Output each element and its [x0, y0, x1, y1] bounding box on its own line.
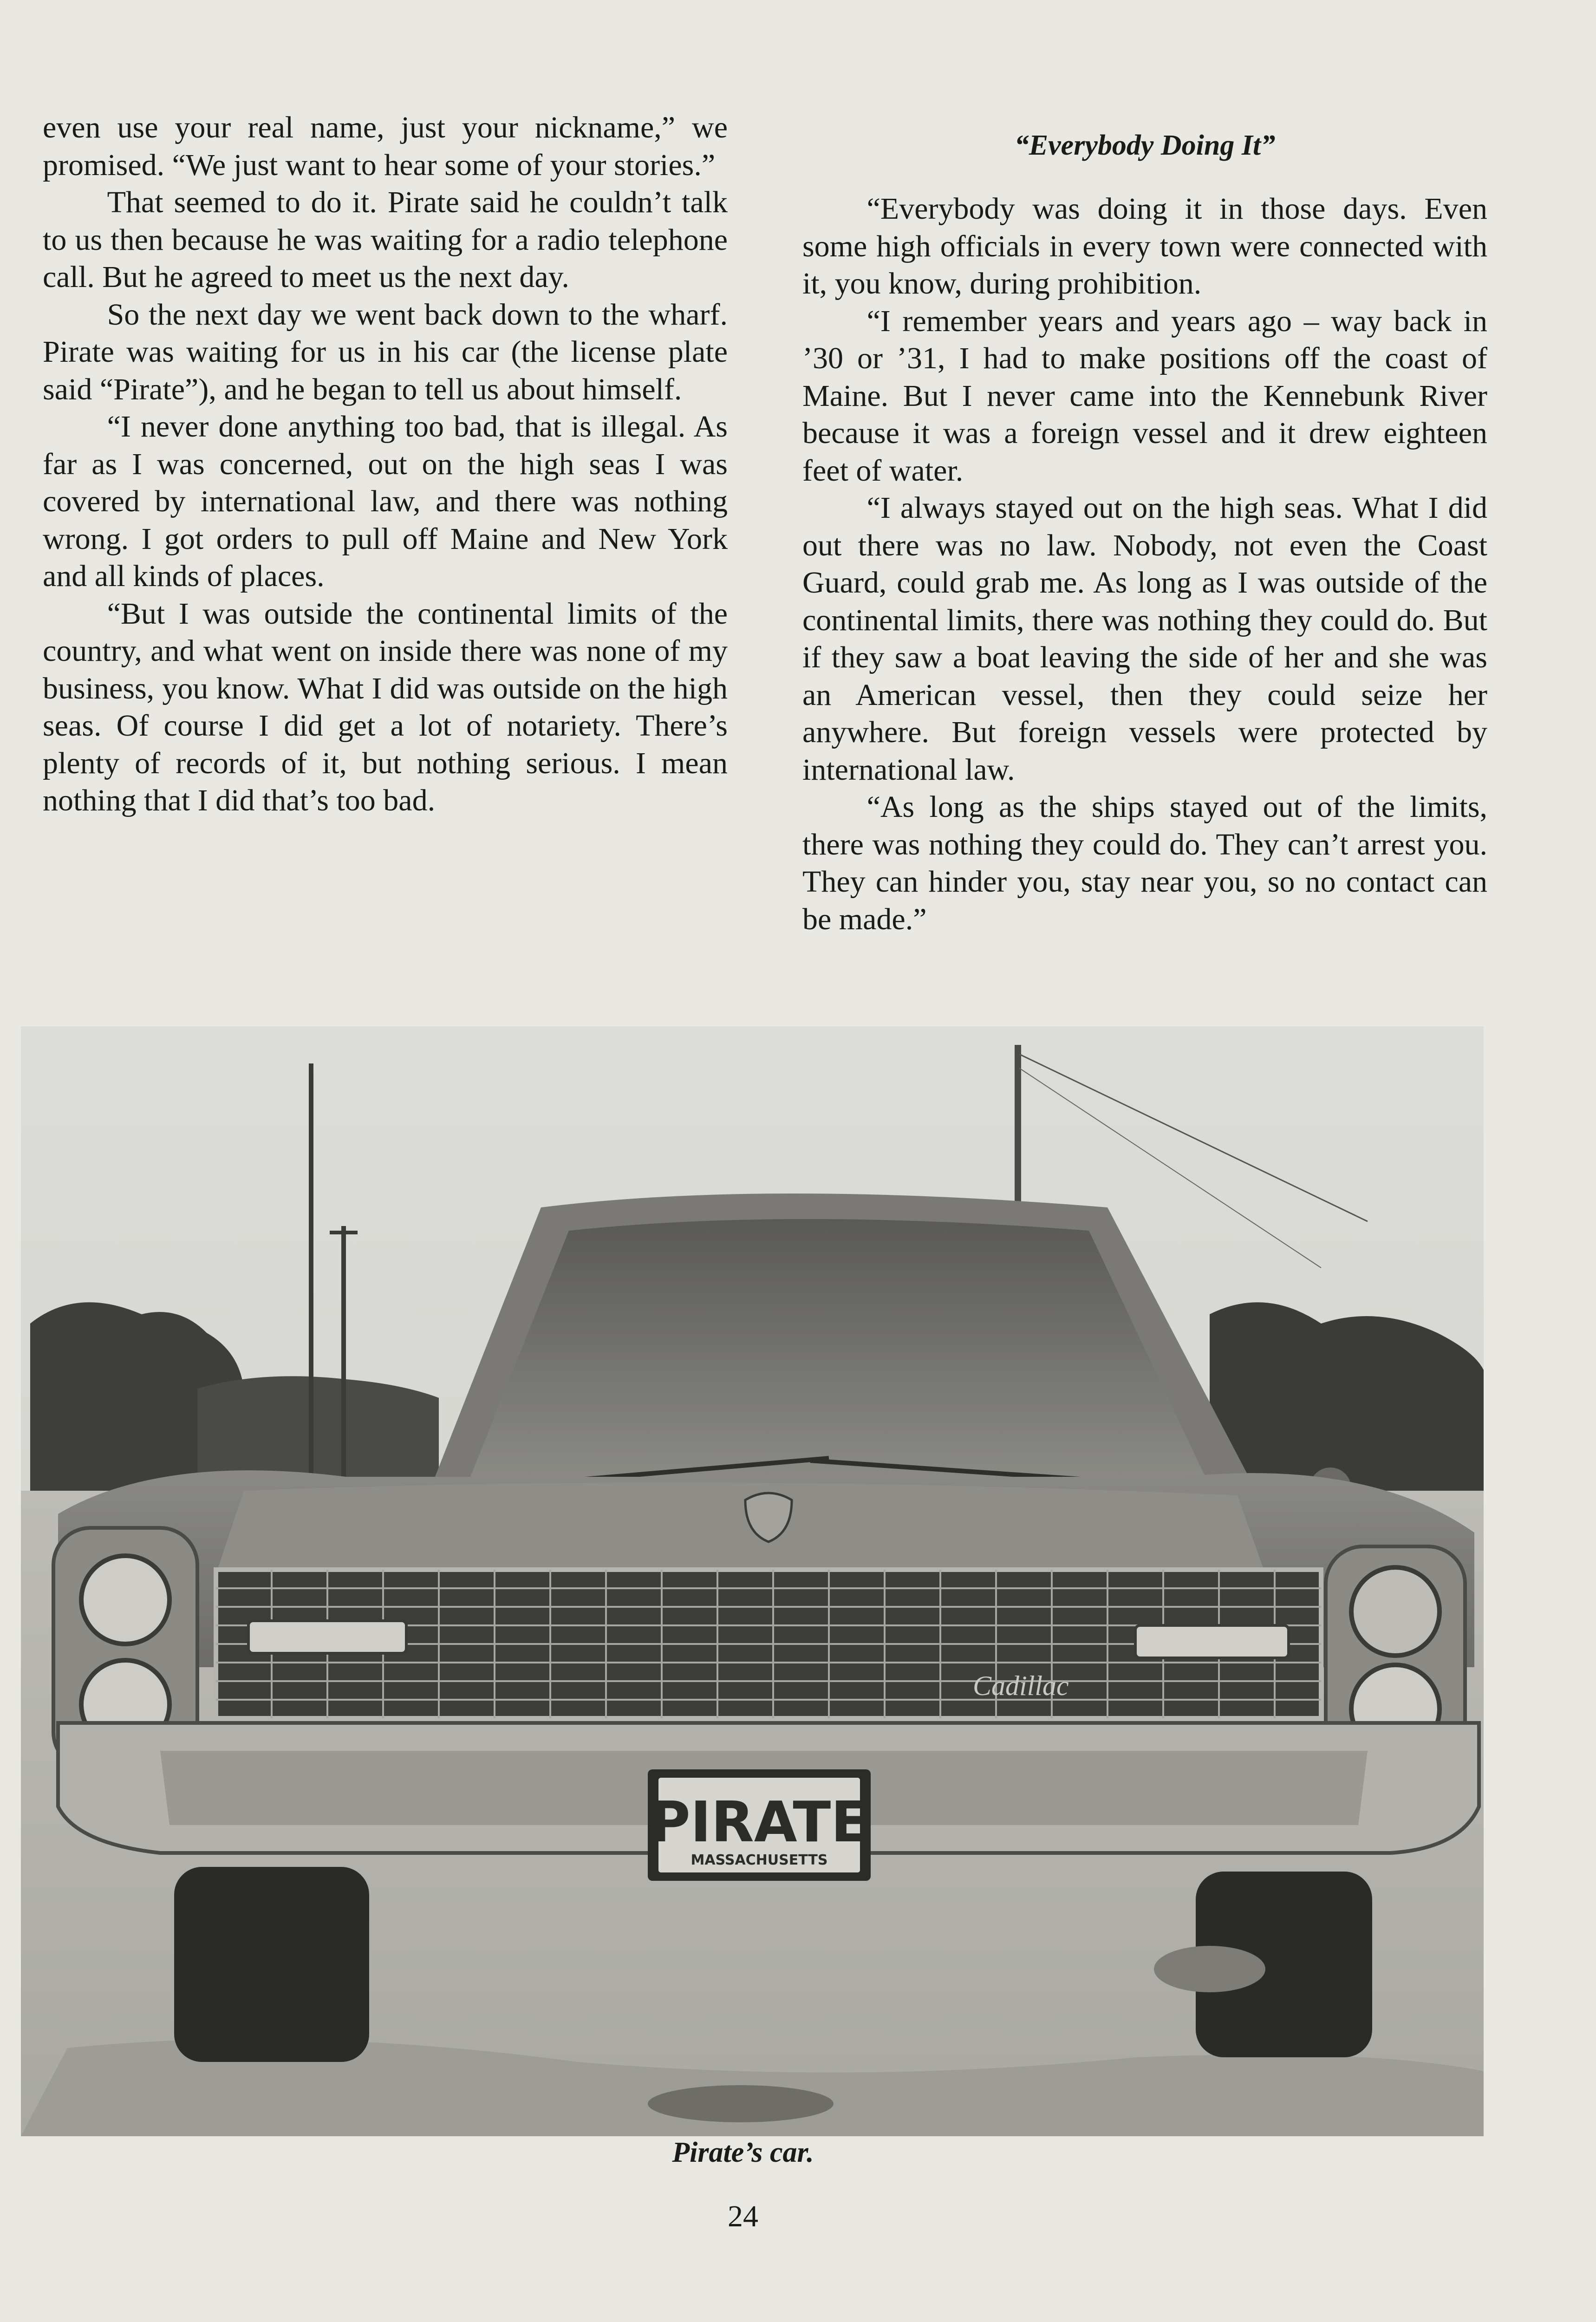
license-plate-state: MASSACHUSETTS [691, 1852, 828, 1868]
paragraph: That seemed to do it. Pirate said he couldn’t talk to us then because he was waiting for a radio telephone call. But he agreed to meet us the next day. [43, 185, 728, 294]
paragraph: “Everybody was doing it in those days. Even some high officials in every town were connected with it, you know, during prohibition. [802, 192, 1487, 300]
grille-script-emblem: Cadillac [973, 1670, 1069, 1701]
photo-caption: Pirate’s car. [672, 2137, 814, 2168]
paragraph: “As long as the ships stayed out of the limits, there was nothing they could do. They can’t arrest you. They can hinder you, stay near you, so no contact can be made.” [802, 790, 1487, 936]
paragraph: “I never done anything too bad, that is illegal. As far as I was concerned, out on the high seas I was covered by international law, and there was nothing wrong. I got orders to pull off Maine and New York and all kinds of places. [43, 410, 728, 593]
left-column [43, 109, 728, 820]
right-column [802, 190, 1487, 938]
paragraph: even use your real name, just your nickname,” we promised. “We just want to hear some of your stories.” [43, 111, 728, 182]
paragraph: “I remember years and years ago – way back in ’30 or ’31, I had to make positions off the coast of Maine. But I never came into the Kennebunk River because it was a foreign vessel and it drew eighteen feet of water. [802, 304, 1487, 488]
paragraph: “I always stayed out on the high seas. What I did out there was no law. Nobody, not even the Coast Guard, could grab me. As long as I was outside of the continental limits, there was nothing they could do. But if they saw a boat leaving the side of her and she was an American vessel, then they could seize her anywhere. But foreign vessels were protected by international law. [802, 491, 1487, 787]
paragraph: “But I was outside the continental limits of the country, and what went on inside there was none of my business, you know. What I did was outside on the high seas. Of course I did get a lot of notariety. There’s plenty of records of it, but nothing serious. I mean nothing that I did that’s too bad. [43, 596, 728, 817]
paragraph: So the next day we went back down to the wharf. Pirate was waiting for us in his car (the license plate said “Pirate”), and he began to tell us about himself. [43, 297, 728, 406]
car-photo [21, 1026, 1484, 2136]
page-number: 24 [728, 2199, 758, 2233]
license-plate-text: PIRATE [649, 1790, 869, 1855]
section-subheading: “Everybody Doing It” [1014, 130, 1276, 161]
